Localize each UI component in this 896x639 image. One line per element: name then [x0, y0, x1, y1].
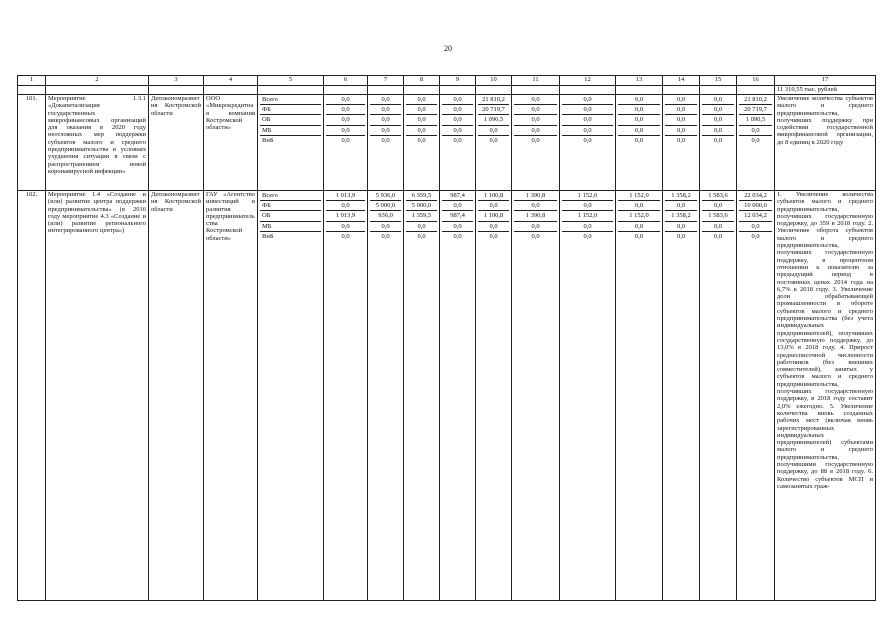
value: 0,0 — [478, 126, 509, 136]
value: 1 390,8 — [514, 191, 557, 201]
value: 0,0 — [489, 136, 498, 144]
value-cell — [368, 191, 404, 601]
value: 0,0 — [442, 95, 473, 105]
value: 5 936,0 — [370, 191, 401, 201]
value: 1 100,8 — [478, 191, 509, 201]
value-cell — [324, 95, 368, 191]
value: 21 810,2 — [478, 95, 509, 105]
header-cell: 8 — [404, 76, 440, 86]
value: 0,0 — [514, 95, 557, 105]
value: 0,0 — [370, 222, 401, 232]
value: 0,0 — [381, 232, 390, 240]
value: 0,0 — [406, 126, 437, 136]
value: 0,0 — [381, 136, 390, 144]
value: 0,0 — [702, 95, 734, 105]
value: 20 719,7 — [478, 105, 509, 115]
header-cell: 13 — [616, 76, 663, 86]
value: 0,0 — [531, 232, 540, 240]
source-label: ВнБ — [262, 232, 274, 240]
value: 0,0 — [326, 126, 365, 136]
value: 0,0 — [618, 222, 660, 232]
result-cell: Увеличение количества субъектов малого и среднего предпринимательства, получивших поддержку при содействии государственной микрофинансовой организации, до 8 единиц к 2020 году — [775, 95, 876, 191]
note-cell: 11 310,55 тыс. рублей — [775, 86, 876, 95]
table-row — [18, 191, 876, 601]
value: 0,0 — [618, 115, 660, 125]
value: 0,0 — [562, 95, 613, 105]
value-cell — [476, 95, 512, 191]
program-table — [17, 75, 876, 601]
value: 1 090,5 — [478, 115, 509, 125]
value: 0,0 — [442, 222, 473, 232]
value: 0,0 — [478, 201, 509, 211]
source-label: МБ — [260, 222, 321, 232]
value: 0,0 — [702, 222, 734, 232]
header-cell: 4 — [204, 76, 258, 86]
value: 0,0 — [665, 126, 697, 136]
header-cell: 15 — [700, 76, 737, 86]
value: 0,0 — [751, 232, 760, 240]
value: 12 034,2 — [739, 211, 772, 221]
page-number: 20 — [444, 44, 452, 53]
value-cell — [512, 95, 560, 191]
value: 0,0 — [562, 201, 613, 211]
value-cell — [368, 95, 404, 191]
header-cell: 12 — [560, 76, 616, 86]
value: 0,0 — [442, 126, 473, 136]
value: 0,0 — [618, 201, 660, 211]
value: 0,0 — [370, 126, 401, 136]
value: 1 152,0 — [618, 211, 660, 221]
value: 0,0 — [562, 105, 613, 115]
source-label: ОБ — [260, 115, 321, 125]
value: 0,0 — [514, 105, 557, 115]
header-cell: 5 — [258, 76, 324, 86]
value: 0,0 — [676, 136, 686, 144]
value: 0,0 — [417, 136, 426, 144]
header-cell: 14 — [663, 76, 700, 86]
header-cell: 16 — [737, 76, 775, 86]
value: 0,0 — [453, 136, 462, 144]
value: 987,4 — [442, 191, 473, 201]
value: 0,0 — [583, 136, 592, 144]
value: 0,0 — [618, 105, 660, 115]
value: 0,0 — [702, 126, 734, 136]
source-label: ОБ — [260, 211, 321, 221]
value-cell — [404, 191, 440, 601]
event-cell: Мероприятие 1.3.1 «Докапитализация государственных микрофинансовых организаций для оказания в 2020 году неотложных мер поддержки субъектов малого и среднего предпринимательства в условиях ухудшения ситуации в связи с распространением новой коронавирусной инфекции» — [46, 95, 149, 191]
value: 0,0 — [442, 201, 473, 211]
value-cell — [616, 191, 663, 601]
value: 0,0 — [618, 95, 660, 105]
note-row — [18, 86, 876, 95]
value-cell — [663, 95, 700, 191]
source-label: ФБ — [260, 201, 321, 211]
value-cell — [737, 191, 775, 601]
value: 5 000,0 — [370, 201, 401, 211]
value: 1 359,5 — [406, 211, 437, 221]
value: 1 583,6 — [702, 191, 734, 201]
value: 0,0 — [634, 136, 644, 144]
value: 0,0 — [370, 115, 401, 125]
source-label: Всего — [260, 191, 321, 201]
value: 0,0 — [442, 115, 473, 125]
value: 1 390,8 — [514, 211, 557, 221]
value: 0,0 — [562, 115, 613, 125]
value: 21 810,2 — [739, 95, 772, 105]
value: 0,0 — [562, 126, 613, 136]
header-cell: 17 — [775, 76, 876, 86]
value: 1 358,2 — [665, 211, 697, 221]
value-cell — [440, 95, 476, 191]
value: 0,0 — [562, 222, 613, 232]
header-cell: 11 — [512, 76, 560, 86]
header-cell: 1 — [18, 76, 46, 86]
value: 5 000,0 — [406, 201, 437, 211]
value: 0,0 — [489, 232, 498, 240]
value: 0,0 — [618, 126, 660, 136]
value: 0,0 — [326, 115, 365, 125]
value: 0,0 — [702, 105, 734, 115]
source-cell — [258, 191, 324, 601]
source-label: Всего — [260, 95, 321, 105]
participant-cell: ГАУ «Агентство инвестиций и развития предпринимательства Костромской области» — [204, 191, 258, 601]
value: 1 013,9 — [326, 191, 365, 201]
value: 0,0 — [326, 201, 365, 211]
value: 0,0 — [514, 201, 557, 211]
value: 1 583,6 — [702, 211, 734, 221]
header-cell: 7 — [368, 76, 404, 86]
value: 0,0 — [514, 126, 557, 136]
value: 22 034,2 — [739, 191, 772, 201]
value: 0,0 — [514, 222, 557, 232]
value: 0,0 — [739, 126, 772, 136]
result-cell: 1. Увеличение количества субъектов малого и среднего предпринимательства, получивших государственную поддержку, до 359 в 2018 году. 2. Увеличение оборота субъектов малого и среднего предпринимательства, получивших государственную поддержку, в процентном отношении к показателю за предыдущий период в постоянных ценах 2014 года на 6,7% к 2018 году. 3. Увеличение доли обрабатывающей промышленности в обороте субъектов малого и среднего предпринимательства (без учета индивидуальных предпринимателей), получивших государственную поддержку, до 13,0% в 2018 году. 4. Прирост среднесписочной численности работников (без внешних совместителей), занятых у субъектов малого и среднего предпринимательства, получивших государственную поддержку, в 2018 году составит 2,0% ежегодно. 5. Увеличение количества вновь созданных рабочих мест (включая вновь зарегистрированных индивидуальных предпринимателей) субъектами малого и среднего предпринимательства, получившими государственную поддержку, до 88 в 2018 году. 6. Количество субъектов МСП и самозанятых граж- — [775, 191, 876, 601]
value: 0,0 — [406, 105, 437, 115]
value: 0,0 — [326, 222, 365, 232]
value-cell — [440, 191, 476, 601]
value: 0,0 — [739, 222, 772, 232]
header-cell: 9 — [440, 76, 476, 86]
table-row — [18, 95, 876, 191]
value: 0,0 — [702, 115, 734, 125]
value-cell — [324, 191, 368, 601]
value: 0,0 — [514, 115, 557, 125]
value: 0,0 — [665, 201, 697, 211]
value: 0,0 — [341, 136, 350, 144]
value: 0,0 — [406, 115, 437, 125]
value: 0,0 — [326, 105, 365, 115]
event-cell: Мероприятие 1.4 «Создание и (или) развитие центра поддержки предпринимательства» (в 2016 году мероприятие 4.3 «Создание и (или) развитие регионального интегрированного центра») — [46, 191, 149, 601]
value: 1 358,2 — [665, 191, 697, 201]
value: 0,0 — [417, 232, 426, 240]
value-cell — [404, 95, 440, 191]
value: 0,0 — [665, 95, 697, 105]
value: 0,0 — [713, 232, 723, 240]
value: 0,0 — [406, 222, 437, 232]
source-label: ФБ — [260, 105, 321, 115]
header-cell: 3 — [149, 76, 204, 86]
header-cell: 10 — [476, 76, 512, 86]
source-label: МБ — [260, 126, 321, 136]
source-label: ВнБ — [262, 136, 274, 144]
value: 1 152,0 — [618, 191, 660, 201]
value: 0,0 — [713, 136, 723, 144]
value: 1 152,0 — [562, 211, 613, 221]
value-cell — [512, 191, 560, 601]
header-cell: 6 — [324, 76, 368, 86]
value-cell — [560, 191, 616, 601]
value: 987,4 — [442, 211, 473, 221]
value: 20 719,7 — [739, 105, 772, 115]
executor-cell: Депэкономразвития Костромской области — [149, 95, 204, 191]
participant-cell: ООО «Микрокредитная компания Костромской области» — [204, 95, 258, 191]
value: 10 000,0 — [739, 201, 772, 211]
value: 0,0 — [634, 232, 644, 240]
header-cell: 2 — [46, 76, 149, 86]
value: 6 359,5 — [406, 191, 437, 201]
source-cell — [258, 95, 324, 191]
row-number: 102. — [18, 191, 46, 601]
value: 0,0 — [676, 232, 686, 240]
value-cell — [737, 95, 775, 191]
value: 0,0 — [326, 95, 365, 105]
value-cell — [663, 191, 700, 601]
value: 0,0 — [702, 201, 734, 211]
value: 0,0 — [370, 105, 401, 115]
executor-cell: Депэкономразвития Костромской области — [149, 191, 204, 601]
value: 0,0 — [370, 95, 401, 105]
value: 0,0 — [341, 232, 350, 240]
value: 936,0 — [370, 211, 401, 221]
value: 1 090,5 — [739, 115, 772, 125]
value: 0,0 — [406, 95, 437, 105]
value: 0,0 — [531, 136, 540, 144]
value: 1 100,8 — [478, 211, 509, 221]
value-cell — [476, 191, 512, 601]
header-row — [18, 76, 876, 86]
row-number: 101. — [18, 95, 46, 191]
value: 0,0 — [665, 115, 697, 125]
value-cell — [560, 95, 616, 191]
value: 0,0 — [583, 232, 592, 240]
value: 0,0 — [751, 136, 760, 144]
value: 0,0 — [478, 222, 509, 232]
value: 0,0 — [442, 105, 473, 115]
value-cell — [700, 95, 737, 191]
value: 1 013,9 — [326, 211, 365, 221]
value-cell — [616, 95, 663, 191]
value: 0,0 — [665, 105, 697, 115]
value: 0,0 — [665, 222, 697, 232]
value: 0,0 — [453, 232, 462, 240]
value: 1 152,0 — [562, 191, 613, 201]
value-cell — [700, 191, 737, 601]
